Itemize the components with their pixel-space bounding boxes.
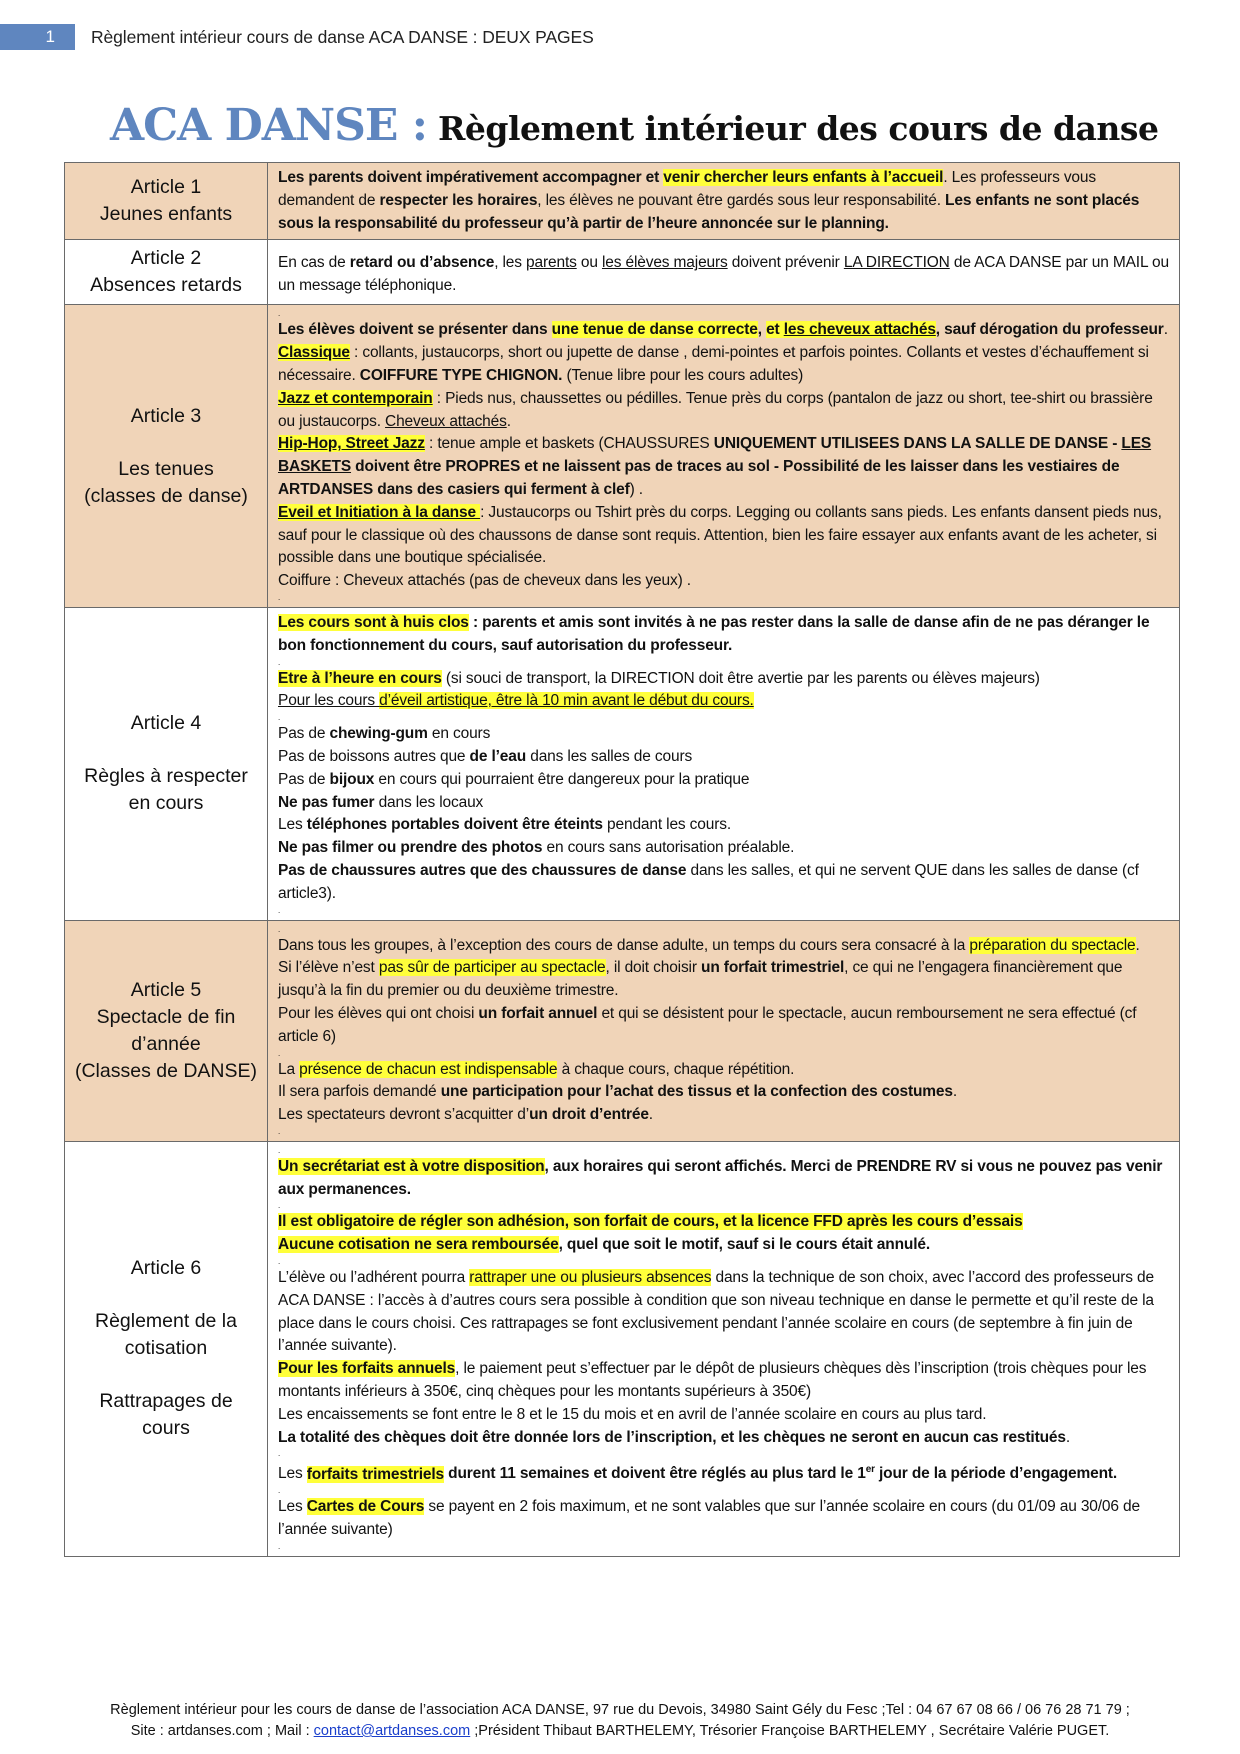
text-run: Pour les cours <box>278 692 380 710</box>
title-brand: ACA DANSE : <box>110 100 428 151</box>
paragraph: Coiffure : Cheveux attachés (pas de cheveux dans les yeux) . <box>278 572 691 590</box>
article-title: d’année <box>131 1032 201 1055</box>
paragraph: Pour les forfaits annuels, le paiement peut s’effectuer par le dépôt de plusieurs chèques dès l’inscription (trois chèques pour les montants inférieurs à 350€, cinq chèques pour les montants supérieurs à 350€) <box>278 1360 1147 1401</box>
text-run: LA DIRECTION <box>843 254 950 272</box>
article-number: Article 2 <box>130 247 202 270</box>
article-row-3 <box>65 305 1180 608</box>
paragraph <box>278 342 1169 388</box>
highlight-run: d’éveil artistique, être là 10 min avant le début du cours. <box>379 692 754 710</box>
rule-item: Pas de boissons autres que de l’eau dans les salles de cours <box>278 747 693 765</box>
text-run: retard ou d’absence <box>349 254 495 272</box>
paragraph: Il sera parfois demandé une participation pour l’achat des tissus et la confection des costumes. <box>278 1083 958 1101</box>
article-title: Règlement de la <box>94 1310 237 1333</box>
text-run: En cas de <box>278 254 350 272</box>
article-row-2 <box>65 240 1180 305</box>
paragraph <box>278 612 1169 658</box>
highlight-run: les cheveux attachés <box>783 321 936 339</box>
paragraph: Si l’élève n’est pas sûr de participer au spectacle, il doit choisir un forfait trimestriel, ce qui ne l’engagera financièrement que jusqu’à la fin du premier ou du deuxième trimestre. <box>278 959 1123 1000</box>
paragraph: Un secrétariat est à votre disposition, aux horaires qui seront affichés. Merci de PRENDRE RV si vous ne pouvez pas venir aux permanences. <box>278 1157 1163 1198</box>
highlight-run: Un secrétariat est à votre disposition <box>278 1157 545 1175</box>
highlight-run: forfaits trimestriels <box>306 1465 444 1483</box>
highlight-run: Cartes de Cours <box>306 1498 425 1516</box>
article-title: Règles à respecter <box>84 765 248 788</box>
paragraph <box>278 668 1169 691</box>
text-run: . <box>1163 321 1168 339</box>
article-subtitle: cours <box>142 1417 190 1440</box>
paragraph: L’élève ou l’adhérent pourra rattraper une ou plusieurs absences dans la technique de son choix, avec l’accord des professeurs de ACA DANSE : l’accès à d’autres cours sera possible à condition que son niveau technique en danse le permette et qu’il reste de la place dans le cours choisi. Ces rattrapages se font exclusivement pendant l’année scolaire en cours (de septembre à fin juin de l’année suivante). <box>278 1269 1154 1355</box>
article-text-6: . Un secrétariat est à votre disposition, aux horaires qui seront affichés. Merci de PRENDRE RV si vous ne pouvez pas venir aux permanences. . Il est obligatoire de régler son adhésion, son forfait de cours, et la licence FFD après les cours d’essais Aucune cotisation ne sera remboursée, quel que soit le motif, sauf si le cours était annulé. . L’élève ou l’adhérent pourra rattraper une ou plusieurs absences dans la technique de son choix, avec l’accord des professeurs de ACA DANSE : l’accès à d’autres cours sera possible à condition que son niveau technique en danse le permette et qu’il reste de la place dans le cours choisi. Ces rattrapages se font exclusivement pendant l’année scolaire en cours (de septembre à fin juin de l’année suivante). Pour les forfaits annuels, le paiement peut s’effectuer par le dépôt de plusieurs chèques dès l’inscription (trois chèques pour les montants inférieurs à 350€, cinq chèques pour les montants supérieurs à 350€) Les encaissements se font entre le 8 et le 15 du mois et en avril de l’année scolaire en cours au plus tard. La totalité des chèques doit être donnée lors de l’inscription, et les chèques ne seront en aucun cas restitués. . Les forfaits trimestriels durent 11 semaines et doivent être réglés au plus tard le 1er jour de la période d’engagement. . Les Cartes de Cours se payent en 2 fois maximum, et ne sont valables que sur l’année scolaire en cours (du 01/09 au 30/06 de l’année suivante) . <box>268 1141 1180 1556</box>
text-run: ) . <box>629 480 643 498</box>
paragraph: Les Cartes de Cours se payent en 2 fois maximum, et ne sont valables que sur l’année scolaire en cours (du 01/09 au 30/06 de l’année suivante) <box>278 1498 1140 1539</box>
highlight-run: préparation du spectacle <box>969 936 1136 954</box>
paragraph <box>278 502 1169 570</box>
article-label-5 <box>65 920 268 1141</box>
text-run: doivent prévenir <box>727 254 844 272</box>
article-label-2 <box>65 240 268 305</box>
article-row-1 <box>65 163 1180 240</box>
highlight-run: pas sûr de participer au spectacle <box>378 959 606 977</box>
footer-line-1: Règlement intérieur pour les cours de danse de l’association ACA DANSE, 97 rue du Devois, 34980 Saint Gély du Fesc ;Tel : 04 67 67 08 66 / 06 76 28 71 79 ; <box>110 1702 1130 1718</box>
article-number: Article 4 <box>130 712 202 735</box>
article-label-4 <box>65 607 268 920</box>
highlight-run: Aucune cotisation ne sera remboursée <box>278 1236 559 1254</box>
text-run: : collants, justaucorps, short ou jupette de danse , demi-pointes et parfois pointes. Collants et vestes d’échauffement si nécessaire. <box>278 344 1149 384</box>
paragraph <box>278 388 1169 434</box>
text-run: . <box>506 412 511 430</box>
article-subtitle: Rattrapages de <box>99 1390 233 1413</box>
article-label-3 <box>65 305 268 608</box>
rule-item: Ne pas fumer dans les locaux <box>278 793 484 811</box>
title-rest: Règlement intérieur des cours de danse <box>427 109 1159 148</box>
highlight-run: Pour les forfaits annuels <box>278 1360 456 1378</box>
text-run: , les <box>494 254 527 272</box>
highlight-run: Les cours sont à huis clos <box>278 613 469 631</box>
paragraph: Pour les élèves qui ont choisi un forfait annuel et qui se désistent pour le spectacle, aucun remboursement ne sera effectué (cf article 6) <box>278 1004 1137 1045</box>
text-run: ou <box>576 254 602 272</box>
text-run: , <box>757 321 767 339</box>
text-run: (si souci de transport, la DIRECTION doit être avertie par les parents ou élèves majeurs) <box>441 669 1040 687</box>
highlight-run: Classique <box>278 344 350 362</box>
rule-item: Pas de chaussures autres que des chaussures de danse dans les salles, et qui ne servent QUE dans les salles de danse (cf article3). <box>278 861 1139 902</box>
paragraph <box>278 433 1169 501</box>
highlight-run: Etre à l’heure en cours <box>278 669 442 687</box>
article-text-4: Les cours sont à huis clos : parents et amis sont invités à ne pas rester dans la salle de danse afin de ne pas déranger le bon fonctionnement du cours, sauf autorisation du professeur. . Etre à l’heure en cours (si souci de transport, la DIRECTION doit être avertie par les parents ou élèves majeurs) Pour les cours d’éveil artistique, être là 10 min avant le début du cours. . Pas de chewing-gum en cours Pas de boissons autres que de l’eau dans les salles de cours Pas de bijoux en cours qui pourraient être dangereux pour la pratique Ne pas fumer dans les locaux Les téléphones portables doivent être éteints pendant les cours. Ne pas filmer ou prendre des photos en cours sans autorisation préalable. Pas de chaussures autres que des chaussures de danse dans les salles, et qui ne servent QUE dans les salles de danse (cf article3). . <box>268 607 1180 920</box>
text-run: Cheveux attachés <box>385 412 507 430</box>
highlight-run: venir chercher leurs enfants à l’accueil <box>663 169 944 186</box>
paragraph <box>278 1211 1169 1234</box>
article-title: Les tenues <box>118 457 214 480</box>
highlight-run: Eveil et Initiation à la danse <box>278 503 481 521</box>
text-run: parents <box>526 254 577 272</box>
page-title <box>110 100 1159 151</box>
article-title: Absences retards <box>90 274 242 297</box>
text-run: UNIQUEMENT UTILISEES DANS LA SALLE DE DANSE - <box>713 435 1122 453</box>
text-run: : Justaucorps ou Tshirt près du corps. Legging ou collants sans pieds. Les enfants dansent pieds nus, sauf pour le classique où des chaussons de danse sont requis. Attention, bien les faire essayer aux enfants avant de les acheter, si possible dans une boutique spécialisée. <box>278 503 1162 567</box>
running-header <box>0 24 594 50</box>
highlight-run: Hip-Hop, Street Jazz <box>278 435 425 453</box>
text-run: LES BASKETS <box>278 435 1152 476</box>
article-row-5 <box>65 920 1180 1141</box>
article-title: Spectacle de fin <box>96 1005 236 1028</box>
paragraph: Les encaissements se font entre le 8 et le 15 du mois et en avril de l’année scolaire en cours au plus tard. <box>278 1405 987 1423</box>
highlight-run: et <box>766 321 784 339</box>
text-run: (Tenue libre pour les cours adultes) <box>562 366 804 384</box>
paragraph <box>278 690 1169 713</box>
text-run: : Pieds nus, chaussettes ou pédilles. Tenue près du corps (pantalon de jazz ou short, tee-shirt ou brassière ou justaucorps. <box>278 389 1153 430</box>
page-number: 1 <box>0 24 75 50</box>
text-run: doivent être PROPRES et ne laissent pas de traces au sol - Possibilité de les laisser dans les vestiaires de ARTDANSES dans des casiers qui ferment à clef <box>278 458 1120 498</box>
paragraph: Les spectateurs devront s’acquitter d’un droit d’entrée. <box>278 1106 653 1124</box>
text-run: : parents et amis sont invités à ne pas rester dans la salle de danse afin de ne pas déranger le bon fonctionnement du cours, sauf autorisation du professeur. <box>278 613 1150 654</box>
article-number: Article 6 <box>130 1257 202 1280</box>
text-run: , sauf dérogation du professeur <box>935 321 1164 339</box>
paragraph: Dans tous les groupes, à l’exception des cours de danse adulte, un temps du cours sera consacré à la préparation du spectacle. <box>278 936 1140 954</box>
highlight-run: Il est obligatoire de régler son adhésion, son forfait de cours, et la licence FFD après les cours d’essais <box>278 1213 1023 1231</box>
article-number: Article 5 <box>130 978 202 1001</box>
highlight-run: Jazz et contemporain <box>278 389 433 407</box>
text-run: de ACA DANSE par un MAIL ou un message téléphonique. <box>278 254 1169 295</box>
email-link[interactable]: contact@artdanses.com <box>313 1723 471 1739</box>
highlight-run: une tenue de danse correcte <box>551 321 758 339</box>
running-title: Règlement intérieur cours de danse ACA DANSE : DEUX PAGES <box>91 26 594 47</box>
article-title: cotisation <box>124 1337 208 1360</box>
highlight-run: rattraper une ou plusieurs absences <box>469 1269 712 1287</box>
article-number: Article 1 <box>130 176 202 199</box>
paragraph: La présence de chacun est indispensable à chaque cours, chaque répétition. <box>278 1060 795 1078</box>
article-title: Jeunes enfants <box>99 203 233 226</box>
text-run: , les élèves ne pouvant être gardés sous leur responsabilité. <box>537 191 946 209</box>
article-label-6 <box>65 1141 268 1556</box>
article-text-2 <box>268 240 1180 305</box>
text-run: : tenue ample et baskets (CHAUSSURES <box>424 435 714 453</box>
text-run: respecter les horaires <box>379 191 538 209</box>
article-title: (classes de danse) <box>84 484 248 507</box>
paragraph: La totalité des chèques doit être donnée lors de l’inscription, et les chèques ne seront en aucun cas restitués. <box>278 1428 1071 1446</box>
text-run: Les enfants ne sont placés sous la responsabilité du professeur qu’à partir de l’heure annoncée sur le planning. <box>278 191 1140 232</box>
article-title: (Classes de DANSE) <box>74 1059 258 1082</box>
rule-item: Pas de chewing-gum en cours <box>278 725 491 743</box>
paragraph <box>278 319 1169 342</box>
text-run: les élèves majeurs <box>601 254 728 272</box>
text-run: Les parents doivent impérativement accompagner et <box>278 169 664 186</box>
rule-item: Pas de bijoux en cours qui pourraient être dangereux pour la pratique <box>278 770 750 788</box>
article-number: Article 3 <box>130 404 202 427</box>
rules-table <box>64 162 1180 1557</box>
paragraph: Aucune cotisation ne sera remboursée, quel que soit le motif, sauf si le cours était annulé. <box>278 1236 931 1254</box>
rule-item: Les téléphones portables doivent être éteints pendant les cours. <box>278 816 731 834</box>
highlight-run: présence de chacun est indispensable <box>299 1060 558 1078</box>
article-title: en cours <box>128 792 204 815</box>
text-run: COIFFURE TYPE CHIGNON. <box>359 366 563 384</box>
text-run: . Les professeurs vous demandent de <box>278 169 1096 209</box>
footer-line-2: Site : artdanses.com ; Mail : contact@artdanses.com ;Président Thibaut BARTHELEMY, Trésorier Françoise BARTHELEMY , Secrétaire Valérie PUGET. <box>130 1723 1110 1739</box>
article-text-1 <box>268 163 1180 240</box>
footer <box>0 1700 1240 1742</box>
paragraph: Les forfaits trimestriels durent 11 semaines et doivent être réglés au plus tard le 1er jour de la période d’engagement. <box>278 1464 1118 1483</box>
article-row-4 <box>65 607 1180 920</box>
article-row-6 <box>65 1141 1180 1556</box>
article-text-5: . Dans tous les groupes, à l’exception des cours de danse adulte, un temps du cours sera consacré à la préparation du spectacle. Si l’élève n’est pas sûr de participer au spectacle, il doit choisir un forfait trimestriel, ce qui ne l’engagera financièrement que jusqu’à la fin du premier ou du deuxième trimestre. Pour les élèves qui ont choisi un forfait annuel et qui se désistent pour le spectacle, aucun remboursement ne sera effectué (cf article 6) . La présence de chacun est indispensable à chaque cours, chaque répétition. Il sera parfois demandé une participation pour l’achat des tissus et la confection des costumes. Les spectateurs devront s’acquitter d’un droit d’entrée. . <box>268 920 1180 1141</box>
article-label-1 <box>65 163 268 240</box>
text-run: Les élèves doivent se présenter dans <box>278 321 552 339</box>
article-text-3: . Les élèves doivent se présenter dans une tenue de danse correcte, et les cheveux attachés, sauf dérogation du professeur. Classique : collants, justaucorps, short ou jupette de danse , demi-pointes et parfois pointes. Collants et vestes d’échauffement si nécessaire. COIFFURE TYPE CHIGNON. (Tenue libre pour les cours adultes) Jazz et contemporain : Pieds nus, chaussettes ou pédilles. Tenue près du corps (pantalon de jazz ou short, tee-shirt ou brassière ou justaucorps. Cheveux attachés. Hip-Hop, Street Jazz : tenue ample et baskets (CHAUSSURES UNIQUEMENT UTILISEES DANS LA SALLE DE DANSE - LES BASKETS doivent être PROPRES et ne laissent pas de traces au sol - Possibilité de les laisser dans les vestiaires de ARTDANSES dans des casiers qui ferment à clef) . Eveil et Initiation à la danse : Justaucorps ou Tshirt près du corps. Legging ou collants sans pieds. Les enfants dansent pieds nus, sauf pour le classique où des chaussons de danse sont requis. Attention, bien les faire essayer aux enfants avant de les acheter, si possible dans une boutique spécialisée. Coiffure : Cheveux attachés (pas de cheveux dans les yeux) . . <box>268 305 1180 608</box>
rule-item: Ne pas filmer ou prendre des photos en cours sans autorisation préalable. <box>278 839 795 857</box>
